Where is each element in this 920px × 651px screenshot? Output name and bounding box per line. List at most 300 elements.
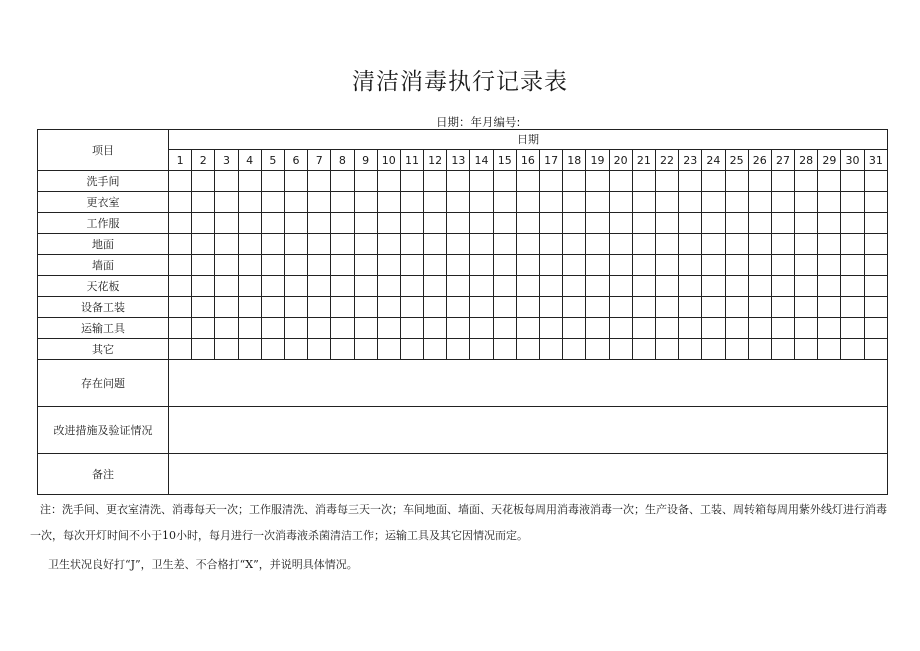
check-cell[interactable] xyxy=(540,318,563,339)
check-cell[interactable] xyxy=(238,276,261,297)
check-cell[interactable] xyxy=(169,192,192,213)
check-cell[interactable] xyxy=(284,213,307,234)
check-cell[interactable] xyxy=(354,213,377,234)
check-cell[interactable] xyxy=(795,297,818,318)
check-cell[interactable] xyxy=(818,255,841,276)
check-cell[interactable] xyxy=(540,339,563,360)
check-cell[interactable] xyxy=(308,255,331,276)
check-cell[interactable] xyxy=(771,297,794,318)
check-cell[interactable] xyxy=(331,192,354,213)
check-cell[interactable] xyxy=(771,171,794,192)
check-cell[interactable] xyxy=(586,171,609,192)
check-cell[interactable] xyxy=(609,318,632,339)
check-cell[interactable] xyxy=(516,255,539,276)
check-cell[interactable] xyxy=(377,297,400,318)
check-cell[interactable] xyxy=(725,339,748,360)
check-cell[interactable] xyxy=(215,318,238,339)
check-cell[interactable] xyxy=(771,234,794,255)
check-cell[interactable] xyxy=(284,255,307,276)
check-cell[interactable] xyxy=(864,192,887,213)
check-cell[interactable] xyxy=(261,192,284,213)
check-cell[interactable] xyxy=(655,234,678,255)
check-cell[interactable] xyxy=(841,234,864,255)
check-cell[interactable] xyxy=(563,339,586,360)
check-cell[interactable] xyxy=(655,318,678,339)
check-cell[interactable] xyxy=(795,171,818,192)
check-cell[interactable] xyxy=(424,276,447,297)
check-cell[interactable] xyxy=(470,339,493,360)
check-cell[interactable] xyxy=(563,276,586,297)
check-cell[interactable] xyxy=(841,255,864,276)
check-cell[interactable] xyxy=(632,276,655,297)
check-cell[interactable] xyxy=(261,339,284,360)
day-number: 23 xyxy=(679,150,702,171)
check-cell[interactable] xyxy=(516,234,539,255)
check-cell[interactable] xyxy=(354,192,377,213)
check-cell[interactable] xyxy=(470,297,493,318)
check-cell[interactable] xyxy=(818,276,841,297)
check-cell[interactable] xyxy=(354,318,377,339)
check-cell[interactable] xyxy=(609,171,632,192)
check-cell[interactable] xyxy=(540,213,563,234)
check-cell[interactable] xyxy=(284,276,307,297)
header-item: 项目 xyxy=(38,130,169,171)
check-cell[interactable] xyxy=(192,255,215,276)
check-cell[interactable] xyxy=(609,297,632,318)
check-cell[interactable] xyxy=(493,234,516,255)
check-cell[interactable] xyxy=(215,297,238,318)
check-cell[interactable] xyxy=(586,192,609,213)
check-cell[interactable] xyxy=(238,255,261,276)
check-cell[interactable] xyxy=(331,171,354,192)
check-cell[interactable] xyxy=(864,255,887,276)
check-cell[interactable] xyxy=(725,318,748,339)
check-cell[interactable] xyxy=(169,255,192,276)
check-cell[interactable] xyxy=(655,276,678,297)
check-cell[interactable] xyxy=(400,192,423,213)
check-cell[interactable] xyxy=(238,234,261,255)
check-cell[interactable] xyxy=(586,255,609,276)
check-cell[interactable] xyxy=(238,213,261,234)
check-cell[interactable] xyxy=(400,297,423,318)
record-table xyxy=(37,129,888,495)
check-cell[interactable] xyxy=(864,297,887,318)
check-cell[interactable] xyxy=(308,213,331,234)
check-cell[interactable] xyxy=(818,171,841,192)
check-cell[interactable] xyxy=(540,234,563,255)
check-cell[interactable] xyxy=(563,192,586,213)
check-cell[interactable] xyxy=(864,276,887,297)
check-cell[interactable] xyxy=(795,192,818,213)
check-cell[interactable] xyxy=(516,339,539,360)
check-cell[interactable] xyxy=(795,276,818,297)
check-cell[interactable] xyxy=(192,318,215,339)
check-cell[interactable] xyxy=(447,213,470,234)
check-cell[interactable] xyxy=(447,171,470,192)
check-cell[interactable] xyxy=(493,297,516,318)
check-cell[interactable] xyxy=(215,213,238,234)
check-cell[interactable] xyxy=(284,297,307,318)
improve-field[interactable] xyxy=(169,407,888,454)
check-cell[interactable] xyxy=(586,213,609,234)
check-cell[interactable] xyxy=(771,213,794,234)
check-cell[interactable] xyxy=(400,234,423,255)
check-cell[interactable] xyxy=(192,171,215,192)
check-cell[interactable] xyxy=(424,213,447,234)
check-cell[interactable] xyxy=(424,192,447,213)
check-cell[interactable] xyxy=(563,318,586,339)
check-cell[interactable] xyxy=(864,171,887,192)
check-cell[interactable] xyxy=(400,171,423,192)
check-cell[interactable] xyxy=(377,339,400,360)
check-cell[interactable] xyxy=(493,276,516,297)
check-cell[interactable] xyxy=(540,192,563,213)
check-cell[interactable] xyxy=(493,339,516,360)
check-cell[interactable] xyxy=(192,213,215,234)
check-cell[interactable] xyxy=(331,276,354,297)
check-cell[interactable] xyxy=(308,171,331,192)
check-cell[interactable] xyxy=(169,234,192,255)
item-label: 运输工具 xyxy=(38,318,169,339)
check-cell[interactable] xyxy=(238,339,261,360)
check-cell[interactable] xyxy=(586,339,609,360)
check-cell[interactable] xyxy=(400,255,423,276)
check-cell[interactable] xyxy=(331,234,354,255)
check-cell[interactable] xyxy=(655,255,678,276)
check-cell[interactable] xyxy=(540,255,563,276)
check-cell[interactable] xyxy=(470,234,493,255)
check-cell[interactable] xyxy=(470,318,493,339)
check-cell[interactable] xyxy=(354,234,377,255)
check-cell[interactable] xyxy=(447,297,470,318)
check-cell[interactable] xyxy=(702,192,725,213)
check-cell[interactable] xyxy=(377,213,400,234)
check-cell[interactable] xyxy=(354,339,377,360)
check-cell[interactable] xyxy=(377,318,400,339)
check-cell[interactable] xyxy=(818,213,841,234)
check-cell[interactable] xyxy=(424,171,447,192)
check-cell[interactable] xyxy=(215,255,238,276)
check-cell[interactable] xyxy=(308,297,331,318)
check-cell[interactable] xyxy=(192,339,215,360)
check-cell[interactable] xyxy=(284,318,307,339)
check-cell[interactable] xyxy=(284,234,307,255)
check-cell[interactable] xyxy=(192,276,215,297)
check-cell[interactable] xyxy=(679,255,702,276)
check-cell[interactable] xyxy=(818,318,841,339)
check-cell[interactable] xyxy=(748,171,771,192)
check-cell[interactable] xyxy=(632,318,655,339)
check-cell[interactable] xyxy=(470,255,493,276)
check-cell[interactable] xyxy=(331,339,354,360)
check-cell[interactable] xyxy=(261,297,284,318)
check-cell[interactable] xyxy=(331,213,354,234)
check-cell[interactable] xyxy=(841,297,864,318)
check-cell[interactable] xyxy=(563,297,586,318)
day-number: 6 xyxy=(284,150,307,171)
check-cell[interactable] xyxy=(192,297,215,318)
check-cell[interactable] xyxy=(702,171,725,192)
check-cell[interactable] xyxy=(725,234,748,255)
check-cell[interactable] xyxy=(818,192,841,213)
check-cell[interactable] xyxy=(725,213,748,234)
check-cell[interactable] xyxy=(470,192,493,213)
check-cell[interactable] xyxy=(702,297,725,318)
check-cell[interactable] xyxy=(818,234,841,255)
remarks-field[interactable] xyxy=(169,454,888,495)
check-cell[interactable] xyxy=(841,339,864,360)
check-cell[interactable] xyxy=(424,318,447,339)
check-cell[interactable] xyxy=(563,213,586,234)
check-cell[interactable] xyxy=(470,276,493,297)
day-number: 4 xyxy=(238,150,261,171)
check-cell[interactable] xyxy=(493,192,516,213)
check-cell[interactable] xyxy=(795,339,818,360)
check-cell[interactable] xyxy=(771,339,794,360)
check-cell[interactable] xyxy=(284,339,307,360)
check-cell[interactable] xyxy=(400,276,423,297)
check-cell[interactable] xyxy=(493,171,516,192)
check-cell[interactable] xyxy=(655,192,678,213)
check-cell[interactable] xyxy=(169,276,192,297)
check-cell[interactable] xyxy=(679,192,702,213)
check-cell[interactable] xyxy=(331,297,354,318)
check-cell[interactable] xyxy=(261,171,284,192)
check-cell[interactable] xyxy=(424,234,447,255)
check-cell[interactable] xyxy=(702,318,725,339)
day-number: 3 xyxy=(215,150,238,171)
check-cell[interactable] xyxy=(354,171,377,192)
check-cell[interactable] xyxy=(447,234,470,255)
check-cell[interactable] xyxy=(447,276,470,297)
check-cell[interactable] xyxy=(377,171,400,192)
check-cell[interactable] xyxy=(795,234,818,255)
check-cell[interactable] xyxy=(540,171,563,192)
check-cell[interactable] xyxy=(748,192,771,213)
check-cell[interactable] xyxy=(725,255,748,276)
check-cell[interactable] xyxy=(424,255,447,276)
check-cell[interactable] xyxy=(261,276,284,297)
item-label: 墙面 xyxy=(38,255,169,276)
check-cell[interactable] xyxy=(215,171,238,192)
check-cell[interactable] xyxy=(679,297,702,318)
check-cell[interactable] xyxy=(632,192,655,213)
check-cell[interactable] xyxy=(748,213,771,234)
check-cell[interactable] xyxy=(400,339,423,360)
check-cell[interactable] xyxy=(261,234,284,255)
check-cell[interactable] xyxy=(377,192,400,213)
check-cell[interactable] xyxy=(470,171,493,192)
check-cell[interactable] xyxy=(864,234,887,255)
check-cell[interactable] xyxy=(563,171,586,192)
check-cell[interactable] xyxy=(632,171,655,192)
check-cell[interactable] xyxy=(679,213,702,234)
check-cell[interactable] xyxy=(679,339,702,360)
check-cell[interactable] xyxy=(748,297,771,318)
check-cell[interactable] xyxy=(771,255,794,276)
check-cell[interactable] xyxy=(609,213,632,234)
check-cell[interactable] xyxy=(725,192,748,213)
check-cell[interactable] xyxy=(632,234,655,255)
check-cell[interactable] xyxy=(516,171,539,192)
check-cell[interactable] xyxy=(841,192,864,213)
day-number: 22 xyxy=(655,150,678,171)
check-cell[interactable] xyxy=(238,192,261,213)
check-cell[interactable] xyxy=(447,192,470,213)
check-cell[interactable] xyxy=(795,255,818,276)
check-cell[interactable] xyxy=(795,318,818,339)
check-cell[interactable] xyxy=(586,297,609,318)
check-cell[interactable] xyxy=(215,276,238,297)
check-cell[interactable] xyxy=(818,297,841,318)
check-cell[interactable] xyxy=(771,276,794,297)
check-cell[interactable] xyxy=(261,318,284,339)
check-cell[interactable] xyxy=(841,171,864,192)
check-cell[interactable] xyxy=(679,318,702,339)
check-cell[interactable] xyxy=(725,276,748,297)
check-cell[interactable] xyxy=(864,318,887,339)
check-cell[interactable] xyxy=(771,318,794,339)
check-cell[interactable] xyxy=(516,192,539,213)
check-cell[interactable] xyxy=(238,171,261,192)
check-cell[interactable] xyxy=(308,192,331,213)
check-cell[interactable] xyxy=(424,339,447,360)
check-cell[interactable] xyxy=(818,339,841,360)
check-cell[interactable] xyxy=(215,192,238,213)
check-cell[interactable] xyxy=(354,297,377,318)
check-cell[interactable] xyxy=(702,255,725,276)
check-cell[interactable] xyxy=(261,255,284,276)
item-label: 更衣室 xyxy=(38,192,169,213)
check-cell[interactable] xyxy=(493,318,516,339)
check-cell[interactable] xyxy=(632,297,655,318)
check-cell[interactable] xyxy=(308,234,331,255)
check-cell[interactable] xyxy=(702,339,725,360)
check-cell[interactable] xyxy=(679,171,702,192)
check-cell[interactable] xyxy=(679,276,702,297)
check-cell[interactable] xyxy=(215,234,238,255)
check-cell[interactable] xyxy=(748,234,771,255)
check-cell[interactable] xyxy=(284,171,307,192)
check-cell[interactable] xyxy=(540,297,563,318)
check-cell[interactable] xyxy=(586,234,609,255)
check-cell[interactable] xyxy=(841,213,864,234)
check-cell[interactable] xyxy=(192,234,215,255)
check-cell[interactable] xyxy=(725,171,748,192)
check-cell[interactable] xyxy=(563,255,586,276)
check-cell[interactable] xyxy=(308,318,331,339)
check-cell[interactable] xyxy=(493,255,516,276)
check-cell[interactable] xyxy=(169,213,192,234)
check-cell[interactable] xyxy=(702,213,725,234)
check-cell[interactable] xyxy=(748,255,771,276)
check-cell[interactable] xyxy=(563,234,586,255)
table-row xyxy=(38,255,888,276)
problems-field[interactable] xyxy=(169,360,888,407)
check-cell[interactable] xyxy=(609,192,632,213)
check-cell[interactable] xyxy=(516,297,539,318)
check-cell[interactable] xyxy=(655,297,678,318)
check-cell[interactable] xyxy=(354,276,377,297)
check-cell[interactable] xyxy=(169,297,192,318)
check-cell[interactable] xyxy=(655,171,678,192)
check-cell[interactable] xyxy=(841,276,864,297)
check-cell[interactable] xyxy=(192,192,215,213)
check-cell[interactable] xyxy=(771,192,794,213)
check-cell[interactable] xyxy=(447,255,470,276)
check-cell[interactable] xyxy=(702,276,725,297)
check-cell[interactable] xyxy=(516,318,539,339)
check-cell[interactable] xyxy=(424,297,447,318)
page-title: 清洁消毒执行记录表 xyxy=(352,69,568,95)
check-cell[interactable] xyxy=(516,276,539,297)
check-cell[interactable] xyxy=(493,213,516,234)
check-cell[interactable] xyxy=(655,213,678,234)
day-number: 1 xyxy=(169,150,192,171)
check-cell[interactable] xyxy=(864,339,887,360)
check-cell[interactable] xyxy=(748,339,771,360)
day-number: 10 xyxy=(377,150,400,171)
check-cell[interactable] xyxy=(655,339,678,360)
check-cell[interactable] xyxy=(169,171,192,192)
check-cell[interactable] xyxy=(702,234,725,255)
day-number: 28 xyxy=(795,150,818,171)
check-cell[interactable] xyxy=(377,255,400,276)
check-cell[interactable] xyxy=(609,255,632,276)
check-cell[interactable] xyxy=(331,255,354,276)
check-cell[interactable] xyxy=(308,339,331,360)
check-cell[interactable] xyxy=(377,234,400,255)
item-label: 天花板 xyxy=(38,276,169,297)
check-cell[interactable] xyxy=(169,339,192,360)
check-cell[interactable] xyxy=(238,318,261,339)
check-cell[interactable] xyxy=(725,297,748,318)
check-cell[interactable] xyxy=(447,339,470,360)
check-cell[interactable] xyxy=(609,276,632,297)
check-cell[interactable] xyxy=(400,318,423,339)
check-cell[interactable] xyxy=(586,276,609,297)
check-cell[interactable] xyxy=(748,276,771,297)
check-cell[interactable] xyxy=(169,318,192,339)
check-cell[interactable] xyxy=(215,339,238,360)
check-cell[interactable] xyxy=(261,213,284,234)
check-cell[interactable] xyxy=(609,339,632,360)
check-cell[interactable] xyxy=(679,234,702,255)
check-cell[interactable] xyxy=(331,318,354,339)
check-cell[interactable] xyxy=(377,276,400,297)
check-cell[interactable] xyxy=(308,276,331,297)
check-cell[interactable] xyxy=(470,213,493,234)
check-cell[interactable] xyxy=(284,192,307,213)
check-cell[interactable] xyxy=(748,318,771,339)
check-cell[interactable] xyxy=(586,318,609,339)
check-cell[interactable] xyxy=(632,255,655,276)
check-cell[interactable] xyxy=(609,234,632,255)
check-cell[interactable] xyxy=(632,213,655,234)
check-cell[interactable] xyxy=(516,213,539,234)
header-date: 日期 xyxy=(169,130,888,150)
check-cell[interactable] xyxy=(354,255,377,276)
day-number: 5 xyxy=(261,150,284,171)
check-cell[interactable] xyxy=(540,276,563,297)
check-cell[interactable] xyxy=(795,213,818,234)
check-cell[interactable] xyxy=(400,213,423,234)
check-cell[interactable] xyxy=(864,213,887,234)
check-cell[interactable] xyxy=(632,339,655,360)
check-cell[interactable] xyxy=(841,318,864,339)
check-cell[interactable] xyxy=(238,297,261,318)
check-cell[interactable] xyxy=(447,318,470,339)
